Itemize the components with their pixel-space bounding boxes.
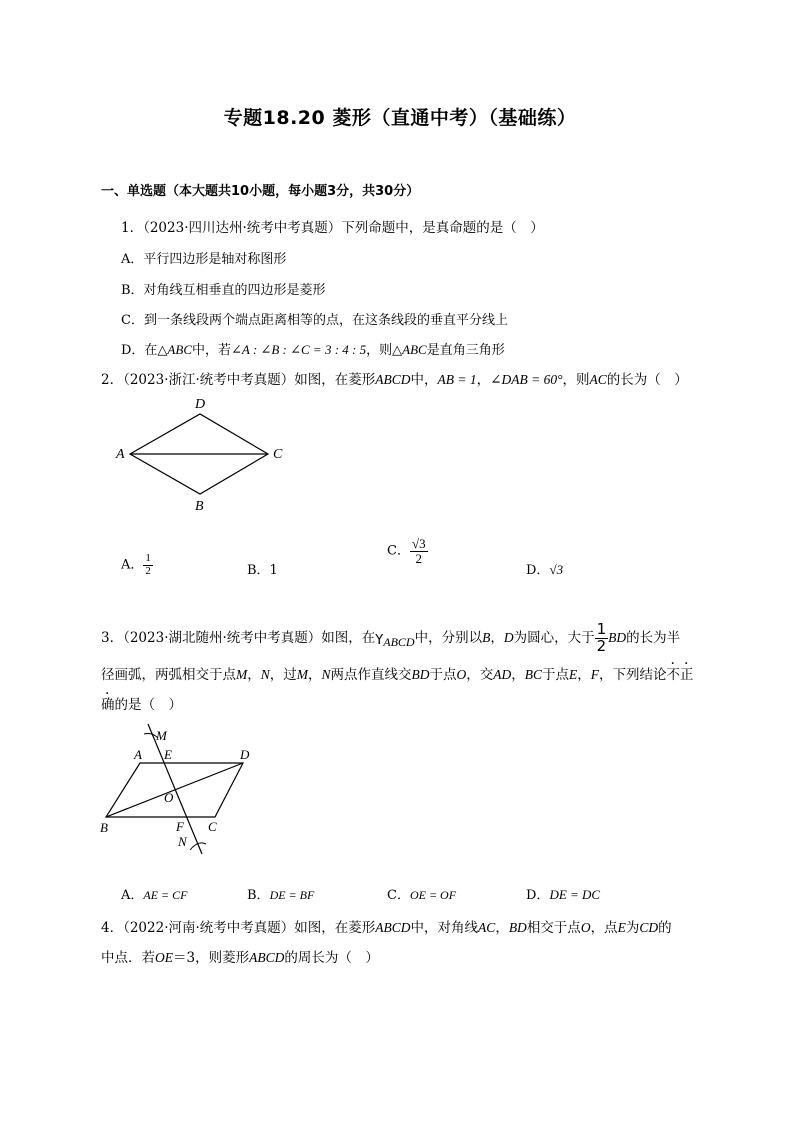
math-point: N bbox=[321, 667, 331, 682]
point-label-o: O bbox=[164, 790, 174, 805]
q1-option-d bbox=[121, 339, 505, 358]
vertex-label-e: E bbox=[164, 747, 172, 762]
math-condition: AB = 1 bbox=[437, 372, 477, 387]
vertex-label-b: B bbox=[100, 820, 108, 835]
question-4-line-1 bbox=[101, 916, 672, 936]
text: 中， bbox=[410, 372, 438, 388]
page-title: 专题18.20 菱形（直通中考）（基础练） bbox=[223, 107, 577, 129]
text: D．在 bbox=[121, 343, 158, 358]
question-source: （2023·四川达州·统考中考真题） bbox=[143, 220, 342, 236]
text: 的周长为（ ） bbox=[284, 950, 379, 966]
option-label: A． bbox=[121, 888, 144, 903]
q1-option-b: B．对角线互相垂直的四边形是菱形 bbox=[121, 283, 326, 298]
option-label: C． bbox=[387, 543, 410, 559]
text: 的是（ ） bbox=[114, 697, 182, 713]
math-shape: ABCD bbox=[375, 372, 411, 387]
vertex-label-c: C bbox=[208, 819, 217, 834]
option-label: D． bbox=[526, 888, 550, 903]
math-point: M bbox=[236, 667, 248, 682]
option-label: B． bbox=[247, 888, 270, 903]
q2-option-d bbox=[526, 559, 563, 578]
option-label: C． bbox=[387, 888, 410, 903]
q1-option-a: A．平行四边形是轴对称图形 bbox=[121, 252, 287, 267]
text: 中，分别以 bbox=[414, 629, 483, 646]
text: ，交 bbox=[466, 667, 494, 683]
q3-option-b bbox=[247, 884, 314, 903]
point-label-f: F bbox=[176, 819, 184, 834]
vertex-label-c: C bbox=[273, 447, 283, 462]
math-shape: ABCD bbox=[375, 920, 411, 935]
vertex-label-a: A bbox=[116, 447, 125, 462]
math-point: O bbox=[580, 920, 591, 935]
text: 是直角三角形 bbox=[426, 343, 505, 358]
math-segment: AD bbox=[493, 667, 512, 682]
text: ， bbox=[490, 629, 504, 646]
numerator: 1 bbox=[145, 552, 151, 564]
text: 两点作直线交 bbox=[330, 667, 412, 683]
text: 相交于点 bbox=[526, 920, 581, 936]
q2-option-c bbox=[387, 537, 428, 565]
math-target: AC bbox=[589, 372, 607, 387]
option-value: AE = CF bbox=[143, 888, 188, 902]
q2-option-b: B．1 bbox=[247, 563, 278, 578]
text: 为 bbox=[625, 920, 640, 936]
fraction bbox=[410, 537, 428, 565]
numerator: √3 bbox=[411, 536, 426, 551]
math-shape: ABCD bbox=[249, 950, 285, 965]
math-point: M bbox=[296, 667, 309, 682]
text: ， bbox=[247, 667, 261, 683]
text: 中，若 bbox=[192, 343, 232, 358]
text: 于点 bbox=[542, 667, 570, 683]
q3-option-a bbox=[121, 884, 187, 903]
emphasis-char: 确 bbox=[101, 697, 115, 713]
parallelogram-symbol: Y bbox=[375, 632, 384, 648]
point-label-n: N bbox=[178, 834, 187, 849]
denominator: 2 bbox=[145, 564, 151, 577]
text: 如图，在菱形 bbox=[294, 920, 376, 936]
text: ，则 bbox=[366, 343, 393, 358]
option-value: OE = OF bbox=[409, 888, 457, 902]
emphasis-char: 正 bbox=[680, 667, 694, 683]
math-point: O bbox=[456, 667, 467, 682]
question-source: （2023·湖北随州·统考中考真题） bbox=[123, 629, 322, 646]
question-number: 3． bbox=[101, 629, 124, 646]
vertex-label-b: B bbox=[195, 499, 204, 514]
math-segment: BD bbox=[508, 920, 527, 935]
denominator: 2 bbox=[596, 636, 607, 655]
question-2-stem bbox=[101, 368, 688, 388]
q1-option-c: C．到一条线段两个端点距离相等的点，在这条线段的垂直平分线上 bbox=[121, 313, 508, 328]
text: ， bbox=[476, 372, 491, 388]
q3-parallelogram-figure bbox=[98, 722, 258, 862]
question-number: 1． bbox=[121, 220, 144, 236]
point-label-m: M bbox=[156, 728, 167, 743]
fraction bbox=[143, 553, 153, 577]
math-triangle: △ABC bbox=[392, 342, 427, 357]
math-segment: BD bbox=[411, 667, 430, 682]
text: 的长为半 bbox=[626, 629, 681, 646]
text: ， bbox=[308, 667, 322, 683]
text: 如图，在 bbox=[321, 629, 376, 646]
q3-option-c bbox=[387, 884, 456, 903]
question-1-stem bbox=[121, 216, 544, 236]
question-3-line-2 bbox=[101, 663, 694, 683]
text: ，则 bbox=[562, 372, 590, 388]
math-point: F bbox=[590, 667, 600, 682]
text: ， bbox=[511, 667, 525, 683]
question-source: （2022·河南·统考中考真题） bbox=[123, 920, 295, 936]
math-point: D bbox=[503, 629, 514, 645]
section-heading: 一、单选题（本大题共10小题，每小题3分，共30分） bbox=[101, 184, 420, 199]
text: 为圆心，大于 bbox=[513, 629, 595, 646]
option-label: D． bbox=[526, 563, 550, 578]
text: 如图，在菱形 bbox=[294, 372, 376, 388]
math-point: E bbox=[569, 667, 578, 682]
math-shape: ABCD bbox=[383, 634, 415, 649]
question-4-line-2 bbox=[101, 946, 379, 966]
question-number: 4． bbox=[101, 920, 124, 936]
math-segment: AC bbox=[478, 920, 496, 935]
text: ＝3，则菱形 bbox=[173, 950, 250, 966]
question-number: 2． bbox=[101, 372, 124, 388]
question-text: 下列命题中，是真命题的是（ ） bbox=[341, 220, 544, 236]
math-ratio: ∠A : ∠B : ∠C = 3 : 4 : 5 bbox=[231, 342, 367, 357]
math-segment: CD bbox=[639, 920, 659, 935]
question-source: （2023·浙江·统考中考真题） bbox=[123, 372, 295, 388]
emphasis-char: 不 bbox=[666, 667, 681, 683]
text: 中点．若 bbox=[101, 950, 155, 966]
question-3-line-3 bbox=[101, 693, 182, 713]
text: 径画弧，两弧相交于点 bbox=[101, 667, 236, 683]
text: ，下列结论 bbox=[599, 667, 667, 683]
math-segment: BC bbox=[524, 667, 543, 682]
denominator: 2 bbox=[415, 550, 423, 566]
text: 中，对角线 bbox=[410, 920, 479, 936]
math-point: N bbox=[260, 667, 270, 682]
vertex-label-d: D bbox=[240, 747, 250, 762]
math-triangle: △ABC bbox=[157, 342, 192, 357]
text: ， bbox=[495, 920, 509, 936]
q2-option-a bbox=[121, 553, 153, 577]
text: ， bbox=[577, 667, 591, 683]
fraction bbox=[595, 622, 609, 655]
question-3-line-1 bbox=[101, 622, 680, 655]
math-segment: BD bbox=[608, 629, 627, 645]
text: 的长为（ ） bbox=[606, 372, 688, 388]
option-value: DE = BF bbox=[269, 888, 315, 902]
text: ，过 bbox=[269, 667, 297, 683]
math-point: E bbox=[617, 920, 626, 935]
vertex-label-a: A bbox=[134, 747, 142, 762]
text: 的 bbox=[658, 920, 672, 936]
q3-option-d bbox=[526, 884, 600, 903]
math-point: B bbox=[482, 629, 491, 645]
math-segment: OE bbox=[155, 950, 173, 965]
option-label: A． bbox=[121, 557, 144, 573]
text: 于点 bbox=[429, 667, 457, 683]
math-condition: ∠DAB = 60° bbox=[490, 372, 563, 387]
q2-rhombus-figure bbox=[100, 390, 300, 520]
option-value: √3 bbox=[549, 562, 564, 577]
option-value: DE = DC bbox=[549, 887, 601, 902]
vertex-label-d: D bbox=[195, 397, 206, 412]
text: ，点 bbox=[590, 920, 618, 936]
numerator: 1 bbox=[596, 620, 607, 638]
